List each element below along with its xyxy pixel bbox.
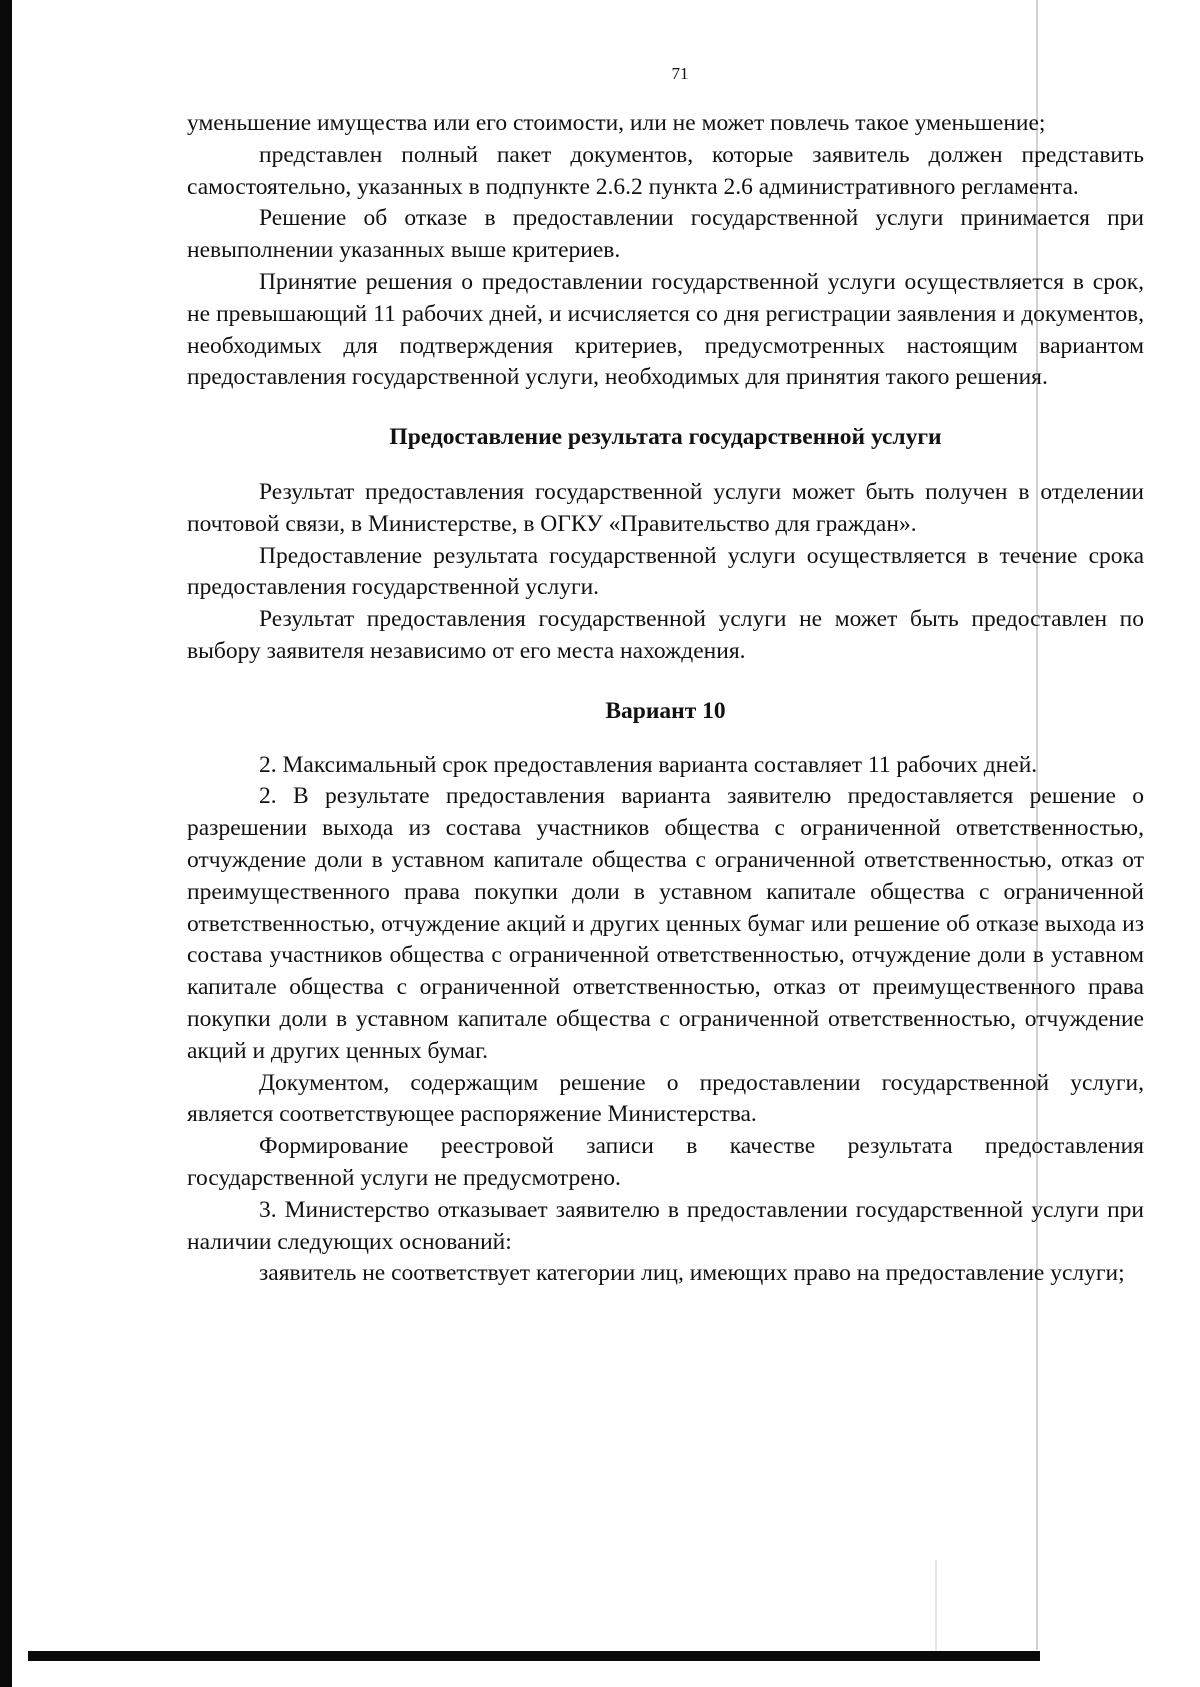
paragraph: уменьшение имущества или его стоимости, или не может повлечь такое уменьшение; xyxy=(187,110,1046,136)
paragraph: заявитель не соответствует категории лиц, имеющих право на предоставление услуги; xyxy=(259,1260,1125,1287)
section-heading-result: Предоставление результата государственной услуги xyxy=(389,424,942,451)
paragraph: Документом, содержащим решение о предоставлении государственной услуги, является соответствующее распоряжение Министерства. xyxy=(187,1069,1144,1128)
page-number: 71 xyxy=(671,64,689,83)
paragraph: Принятие решения о предоставлении государственной услуги осуществляется в срок, не превышающий 11 рабочих дней, и исчисляется со дня регистрации заявления и документов, необходимых для подтверждения критериев, предусмотренных настоящим вариантом предоставления государственной услуги, необходимых для принятия такого решения. xyxy=(187,268,1144,391)
scan-fold-line-lower xyxy=(935,1560,937,1660)
paragraph: Результат предоставления государственной услуги может быть получен в отделении почтовой связи, в Министерстве, в ОГКУ «Правительство для граждан». xyxy=(187,478,1144,537)
section-heading-variant: Вариант 10 xyxy=(605,697,726,724)
paragraph: Результат предоставления государственной услуги не может быть предоставлен по выбору заявителя независимо от его места нахождения. xyxy=(187,606,1144,664)
paragraph: 2. В результате предоставления варианта заявителю предоставляется решение о разрешении выхода из состава участников общества с ограниченной ответственностью, отчуждение доли в уставном капитале общества с ограниченной ответственностью, отказ от преимущественного права покупки доли в уставном капитале общества с ограниченной ответственностью, отчуждение акций и других ценных бумаг или решение об отказе выхода из состава участников общества с ограниченной ответственностью, отчуждение доли в уставном капитале общества с ограниченной ответственностью, отказ от преимущественного права покупки доли в уставном капитале общества с ограниченной ответственностью, отчуждение акций и других ценных бумаг. xyxy=(187,783,1144,1064)
scan-bottom-edge-bar xyxy=(28,1651,1040,1661)
paragraph: Формирование реестровой записи в качестве результата предоставления государственной услуги не предусмотрено. xyxy=(187,1133,1144,1191)
paragraph: Предоставление результата государственной услуги осуществляется в течение срока предоставления государственной услуги. xyxy=(187,542,1144,601)
document-body xyxy=(187,108,1144,1290)
paragraph: представлен полный пакет документов, которые заявитель должен представить самостоятельно, указанных в подпункте 2.6.2 пункта 2.6 административного регламента. xyxy=(187,141,1144,200)
paragraph: 2. Максимальный срок предоставления варианта составляет 11 рабочих дней. xyxy=(259,751,1038,778)
scan-left-edge-bar xyxy=(0,0,12,1687)
paragraph: 3. Министерство отказывает заявителю в предоставлении государственной услуги при наличии следующих оснований: xyxy=(187,1196,1144,1255)
paragraph: Решение об отказе в предоставлении государственной услуги принимается при невыполнении указанных выше критериев. xyxy=(187,205,1144,264)
